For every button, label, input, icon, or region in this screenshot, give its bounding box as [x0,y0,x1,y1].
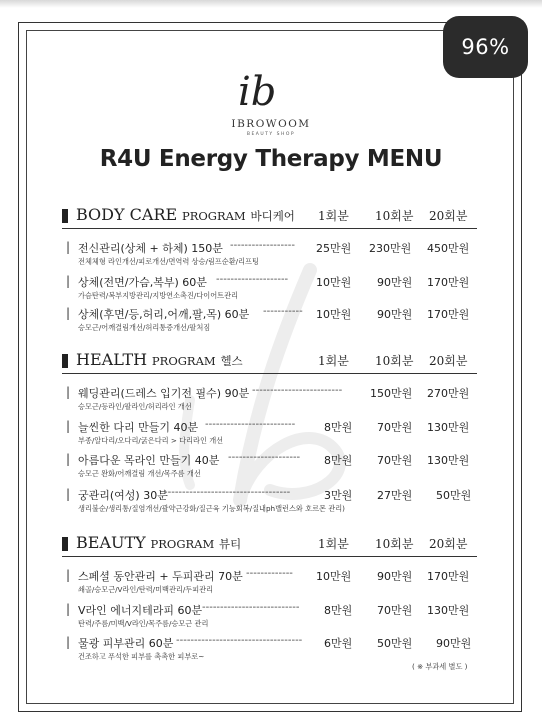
item-name: V라인 에너지테라피 60분 [78,604,203,617]
tax-note: ( ※ 부과세 별도 ) [412,662,468,671]
price-20: 130만원 [427,604,470,617]
item-name: 스페셜 동안관리 + 두피관리 70분 [78,570,243,583]
battery-badge: 96% [443,16,528,78]
item-pipe: | [66,602,71,616]
item-leader: -------------------- [228,452,301,463]
price-1: 3만원 [324,489,353,502]
item-leader: ------------------ [230,240,295,251]
brand-subtitle: BEAUTY SHOP [246,132,296,137]
section-title-korean: 뷰티 [219,537,242,551]
price-20: 130만원 [427,454,470,467]
item-description: 전체체형 라인개선/피로개선/면역력 상승/림프순환/리프팅 [78,257,259,266]
item-name: 아름다운 목라인 만들기 40분 [78,454,220,467]
item-description: 쇄골/승모근/V라인/탄력/미백관리/두피관리 [78,585,214,594]
section-divider [62,556,477,557]
menu-item [66,567,476,597]
price-1: 8만원 [324,604,353,617]
item-pipe: | [66,385,71,399]
item-leader: --------------------------- [202,602,300,613]
menu-item [66,634,476,664]
item-description: 가슴탄력/복부지방관리/지방연소촉진/다이어트관리 [78,291,239,300]
price-20: 170만원 [427,570,470,583]
price-20: 130만원 [427,421,470,434]
section-title-program: PROGRAM [181,209,246,223]
price-20: 90만원 [436,637,472,650]
section-title-korean: 헬스 [220,354,243,368]
page-title: R4U Energy Therapy MENU [99,146,443,172]
item-name: 전신관리(상체 + 하체) 150분 [78,242,223,255]
price-10: 90만원 [377,276,413,289]
item-description: 탄력/주름/미백/V라인/목주름/승모근 관리 [78,619,209,628]
item-name: 늘씬한 다리 만들기 40분 [78,421,199,434]
section-divider [62,373,477,374]
menu-item [66,384,476,414]
item-leader: ------------------------- [205,419,296,430]
item-leader: ----------------------------------- [176,635,303,646]
item-leader: -------------------- [216,274,289,285]
item-name: 웨딩관리(드레스 입기전 필수) 90분 [78,387,250,400]
menu-item [66,239,476,269]
col-10-session: 10회분 [375,537,414,551]
item-pipe: | [66,452,71,466]
item-name: 궁관리(여성) 30분 [78,489,168,502]
menu-item [66,486,476,516]
menu-item [66,451,476,481]
section-title-main: BEAUTY [76,533,146,552]
menu-item [66,305,476,335]
item-description: 승모근/등라인/팔라인/허리라인 개선 [78,402,192,411]
section-beauty [62,533,477,555]
item-description: 승모근/어깨결림개선/허리통증개선/팔처짐 [78,323,211,332]
price-1: 6만원 [324,637,353,650]
price-20: 270만원 [427,387,470,400]
price-10: 50만원 [377,637,413,650]
price-10: 70만원 [377,421,413,434]
section-health [62,350,477,372]
item-pipe: | [66,635,71,649]
col-20-session: 20회분 [429,209,468,223]
section-title [76,533,241,552]
section-marker [62,537,68,551]
item-name: 상체(후면/등,허리,어깨,팔,목) 60분 [78,308,250,321]
section-divider [62,228,477,229]
price-1: 8만원 [324,454,353,467]
item-description: 부종/알다리/오다리/굵은다리 > 다리라인 개선 [78,436,224,445]
price-1: 25만원 [316,242,352,255]
price-20: 170만원 [427,276,470,289]
price-20: 170만원 [427,308,470,321]
menu-item [66,273,476,303]
top-shadow [0,0,542,8]
section-marker [62,354,68,368]
price-1: 8만원 [324,421,353,434]
brand-name: IBROWOOM [231,118,311,130]
price-20: 50만원 [436,489,472,502]
section-body-care [62,205,477,227]
section-title-korean: 바디케어 [250,209,295,223]
item-name: 상체(전면/가슴,복부) 60분 [78,276,207,289]
section-title-main: BODY CARE [76,205,178,224]
price-10: 150만원 [370,387,413,400]
item-leader: ------------------------- [252,385,343,396]
col-20-session: 20회분 [429,537,468,551]
item-pipe: | [66,240,71,254]
item-leader: ------------- [246,568,293,579]
section-title-program: PROGRAM [150,537,215,551]
item-description: 생리불순/생리통/질염개선/괄약근강화/질근육 기능회복/질내ph밸런스와 호르몬 관리) [78,504,345,513]
section-marker [62,209,68,223]
price-10: 90만원 [377,570,413,583]
col-10-session: 10회분 [375,209,414,223]
price-10: 70만원 [377,454,413,467]
price-20: 450만원 [427,242,470,255]
price-1: 10만원 [316,570,352,583]
section-title-main: HEALTH [76,350,148,369]
item-pipe: | [66,568,71,582]
price-10: 90만원 [377,308,413,321]
section-title [76,205,295,224]
logo-mark: ib [238,69,277,115]
item-leader: ----------- [263,306,303,317]
section-title-program: PROGRAM [151,354,216,368]
menu-item [66,418,476,448]
item-name: 물광 피부관리 60분 [78,637,174,650]
item-pipe: | [66,274,71,288]
col-10-session: 10회분 [375,354,414,368]
item-leader: ----------------------------------- [164,487,291,498]
menu-item [66,601,476,631]
item-pipe: | [66,306,71,320]
item-pipe: | [66,487,71,501]
col-1-session: 1회분 [318,209,349,223]
col-1-session: 1회분 [318,354,349,368]
price-1: 10만원 [316,276,352,289]
item-description: 건조하고 푸석한 피부를 촉촉한 피부로~ [78,652,205,661]
price-10: 70만원 [377,604,413,617]
item-description: 승모근 완화/어깨결림 개선/목주름 개선 [78,469,201,478]
price-1: 10만원 [316,308,352,321]
section-title [76,350,243,369]
item-pipe: | [66,419,71,433]
col-1-session: 1회분 [318,537,349,551]
col-20-session: 20회분 [429,354,468,368]
price-10: 27만원 [377,489,413,502]
price-10: 230만원 [369,242,412,255]
